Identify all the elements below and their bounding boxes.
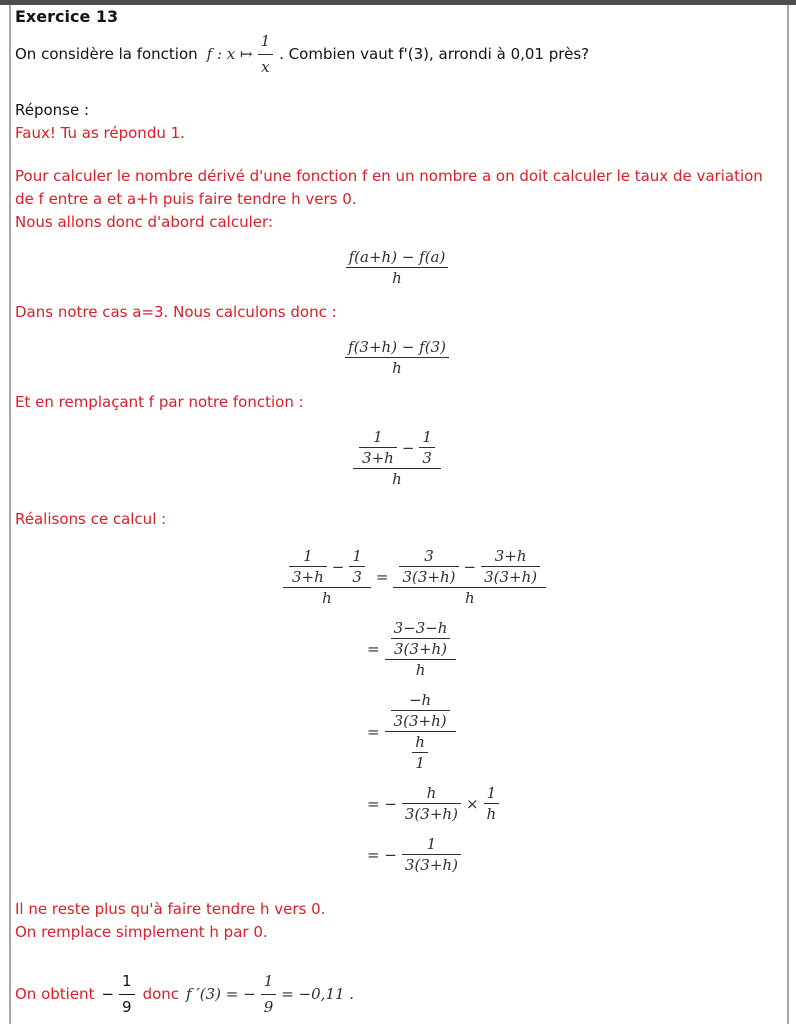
method-paragraph: Pour calculer le nombre dérivé d'une fonction f en un nombre a on doit calculer le taux de variation de f entre a et a+h puis faire tendre h vers 0.: [15, 167, 763, 208]
formula-taux-a3-wrapper: [15, 338, 779, 377]
question-prefix-text: On considère la fonction: [15, 45, 198, 63]
case-a3-text: Dans notre cas a=3. Nous calculons donc :: [15, 303, 337, 321]
formula-calc-line-5: [365, 835, 779, 874]
calc-line-5-math: = − $\frac{1}{3(3+h)}$: [365, 835, 464, 874]
limit-text-1: Il ne reste plus qu'à faire tendre h vers 0.: [15, 900, 326, 918]
formula-calc-line-3: [365, 691, 779, 772]
formula-taux-a3: $\frac{f(3+h) - f(3)}{h}$: [342, 338, 452, 377]
compute-text: Réalisons ce calcul :: [15, 510, 167, 528]
formula-taux-variation: $\frac{f(a+h) - f(a)}{h}$: [343, 248, 452, 287]
calc-line-4-math: = − $\frac{h}{3(3+h)}$ × $\frac{1}{h}$: [365, 784, 502, 823]
result-value-fraction: − $\frac{1}{9}$: [99, 970, 137, 1019]
question-suffix-text: . Combien vaut f'(3), arrondi à 0,01 près?: [279, 45, 590, 63]
formula-taux-variation-wrapper: [15, 248, 779, 287]
question-statement: [15, 30, 779, 79]
left-border-line: [9, 5, 11, 1024]
calc-line-3-math: = $\frac{\frac{-h}{3(3+h)}}{\frac{h}{1}}$: [365, 691, 459, 772]
substitute-text: Et en remplaçant f par notre fonction :: [15, 393, 304, 411]
formula-substitution-wrapper: [15, 428, 779, 488]
result-prefix-text: On obtient: [15, 985, 95, 1003]
function-definition-formula: f : x ↦ $\frac{1}{x}$: [205, 30, 276, 79]
exercise-content: [15, 5, 779, 1019]
calc-line-1-math: $\frac{1}{3+h}$ − $\frac{1}{3}$ h = $\frac{3}{3(3+h)}$ − $\frac{3+h}{3(3+h)}$ h: [280, 547, 549, 607]
formula-calc-line-2: [365, 619, 779, 679]
formula-calc-line-4: [365, 784, 779, 823]
response-label: Réponse :: [15, 101, 90, 119]
right-border-line: [787, 5, 789, 1024]
first-step-text: Nous allons donc d'abord calculer:: [15, 213, 273, 231]
exercise-title: Exercice 13: [15, 7, 119, 26]
formula-substitution: $\frac{1}{3+h}$ − $\frac{1}{3}$ h: [350, 428, 444, 488]
calc-line-2-math: = $\frac{\frac{3-3-h}{3(3+h)}}{h}$: [365, 619, 459, 679]
calculation-block: [15, 547, 779, 874]
formula-calc-line-1: [280, 547, 779, 607]
verdict-text: Faux! Tu as répondu 1.: [15, 124, 185, 142]
result-line: [15, 970, 779, 1019]
limit-text-2: On remplace simplement h par 0.: [15, 923, 268, 941]
result-mid-text: donc: [142, 985, 180, 1003]
result-final-formula: f ′(3) = − $\frac{1}{9}$ = −0,11 .: [184, 970, 356, 1019]
